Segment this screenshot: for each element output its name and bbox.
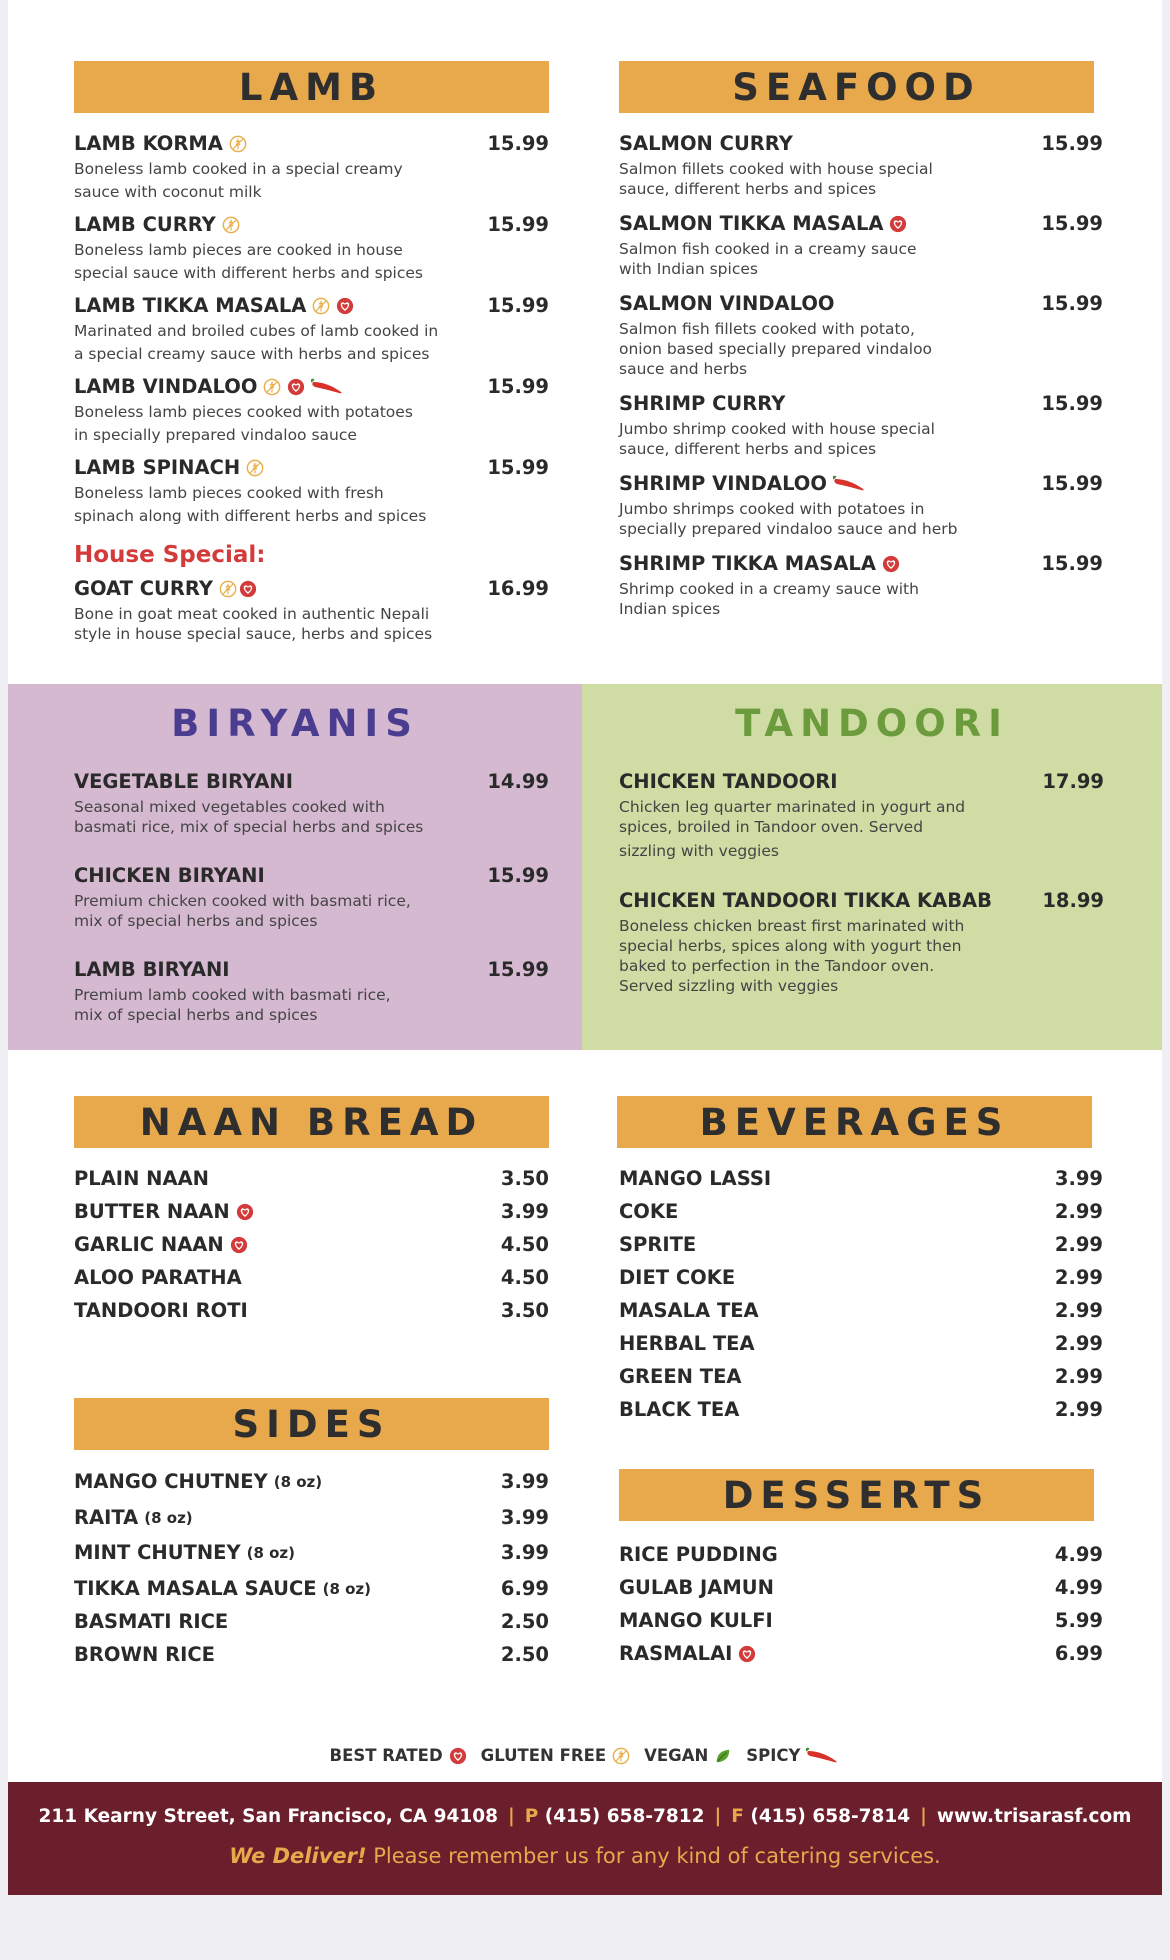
gluten-free-icon <box>229 135 247 153</box>
best-rated-icon <box>239 580 257 598</box>
we-deliver: We Deliver! <box>229 1844 367 1868</box>
sides-header <box>74 1398 549 1450</box>
item-price: 3.50 <box>500 1167 549 1190</box>
item-price: 15.99 <box>1041 472 1103 495</box>
item-price: 3.99 <box>1054 1167 1103 1190</box>
item-size: (8 oz) <box>144 1508 193 1527</box>
item-name: LAMB VINDALOO <box>74 375 258 398</box>
lamb-header <box>74 61 549 113</box>
item-price: 3.99 <box>500 1506 549 1529</box>
gluten-free-icon <box>312 297 330 315</box>
item-price: 16.99 <box>487 577 549 600</box>
item-size: (8 oz) <box>246 1543 296 1562</box>
item-price: 15.99 <box>487 864 549 887</box>
item-name: TIKKA MASALA SAUCE <box>74 1577 317 1600</box>
house-special-heading: House Special: <box>74 542 266 568</box>
item-price: 17.99 <box>1042 770 1104 793</box>
seafood-title: SEAFOOD <box>732 65 981 109</box>
item-description: Seasonal mixed vegetables cooked with basmati rice, mix of special herbs and spices <box>74 798 424 836</box>
contact-line: 211 Kearny Street, San Francisco, CA 94108 | P (415) 658-7812 | F (415) 658-7814 | www.trisarasf.com <box>38 1806 1132 1827</box>
item-name: BLACK TEA <box>619 1398 740 1421</box>
gluten-free-icon <box>263 378 281 396</box>
item-price: 15.99 <box>1041 392 1103 415</box>
item-name: SHRIMP TIKKA MASALA <box>619 552 876 575</box>
website-link[interactable]: www.trisarasf.com <box>936 1806 1132 1827</box>
best-rated-icon <box>230 1236 248 1254</box>
spicy-icon <box>311 378 345 396</box>
catering-note: Please remember us for any kind of catering services. <box>373 1844 941 1868</box>
legend-best-rated: BEST RATED <box>329 1746 443 1765</box>
item-name: MANGO LASSI <box>619 1167 772 1190</box>
beverages-title: BEVERAGES <box>699 1100 1010 1144</box>
gluten-free-icon <box>612 1747 630 1765</box>
item-name: MANGO KULFI <box>619 1609 773 1632</box>
tandoori-section <box>582 684 1162 1050</box>
item-name: GREEN TEA <box>619 1365 742 1388</box>
best-rated-icon <box>287 378 305 396</box>
footer <box>8 1782 1162 1895</box>
item-price: 2.99 <box>1054 1233 1103 1256</box>
item-price: 2.99 <box>1054 1398 1103 1421</box>
item-price: 2.50 <box>500 1610 549 1633</box>
item-description: Bone in goat meat cooked in authentic Nepali style in house special sauce, herbs and spices <box>74 605 433 643</box>
item-name: LAMB KORMA <box>74 132 223 155</box>
item-price: 15.99 <box>487 958 549 981</box>
item-name: HERBAL TEA <box>619 1332 755 1355</box>
item-price: 18.99 <box>1042 889 1104 912</box>
item-description: Premium chicken cooked with basmati rice, mix of special herbs and spices <box>74 892 411 930</box>
item-price: 15.99 <box>1041 292 1103 315</box>
legend-vegan: VEGAN <box>644 1746 709 1765</box>
item-name: SPRITE <box>619 1233 697 1256</box>
item-name: SHRIMP VINDALOO <box>619 472 827 495</box>
item-price: 15.99 <box>487 132 549 155</box>
item-name: SALMON CURRY <box>619 132 793 155</box>
item-name: MINT CHUTNEY <box>74 1541 241 1564</box>
spicy-icon <box>806 1747 840 1765</box>
item-price: 15.99 <box>1041 212 1103 235</box>
desserts-header <box>619 1469 1094 1521</box>
best-rated-icon <box>738 1645 756 1663</box>
naan-header <box>74 1096 549 1148</box>
item-description: Shrimp cooked in a creamy sauce with Indian spices <box>619 580 919 618</box>
item-description: Boneless lamb pieces are cooked in house special sauce with different herbs and spices <box>74 241 423 282</box>
item-price: 4.50 <box>500 1266 549 1289</box>
item-name: TANDOORI ROTI <box>74 1299 248 1322</box>
item-name: BASMATI RICE <box>74 1610 229 1633</box>
item-price: 3.99 <box>500 1470 549 1493</box>
item-price: 6.99 <box>1054 1642 1103 1665</box>
tandoori-title: TANDOORI <box>735 702 1009 745</box>
item-name: MASALA TEA <box>619 1299 759 1322</box>
item-name: VEGETABLE BIRYANI <box>74 770 294 793</box>
item-description: Boneless lamb pieces cooked with potatoes in specially prepared vindaloo sauce <box>74 403 413 444</box>
item-name: ALOO PARATHA <box>74 1266 242 1289</box>
item-name: DIET COKE <box>619 1266 736 1289</box>
item-name: RASMALAI <box>619 1642 733 1665</box>
seafood-section <box>619 132 1103 632</box>
fax-number: (415) 658-7814 <box>750 1806 911 1827</box>
item-price: 5.99 <box>1054 1609 1103 1632</box>
lamb-title: LAMB <box>238 65 385 109</box>
item-price: 4.99 <box>1054 1543 1103 1566</box>
item-description: Marinated and broiled cubes of lamb cooked in a special creamy sauce with herbs and spices <box>74 322 439 363</box>
beverages-header <box>617 1096 1092 1148</box>
item-description: Jumbo shrimps cooked with potatoes in specially prepared vindaloo sauce and herb <box>619 500 958 538</box>
item-name: LAMB BIRYANI <box>74 958 230 981</box>
biryanis-section <box>8 684 582 1050</box>
item-price: 6.99 <box>500 1577 549 1600</box>
item-name: LAMB TIKKA MASALA <box>74 294 307 317</box>
best-rated-icon <box>889 215 907 233</box>
item-name: COKE <box>619 1200 679 1223</box>
item-description: Chicken leg quarter marinated in yogurt and spices, broiled in Tandoor oven. Served sizzling with veggies <box>619 798 966 860</box>
gluten-free-icon <box>246 459 264 477</box>
desserts-title: DESSERTS <box>722 1473 991 1517</box>
item-name: GULAB JAMUN <box>619 1576 774 1599</box>
item-price: 3.99 <box>500 1200 549 1223</box>
item-price: 2.99 <box>1054 1200 1103 1223</box>
item-price: 2.99 <box>1054 1266 1103 1289</box>
item-name: LAMB SPINACH <box>74 456 241 479</box>
item-name: SALMON TIKKA MASALA <box>619 212 884 235</box>
item-name: CHICKEN TANDOORI TIKKA KABAB <box>619 889 993 912</box>
item-description: Salmon fish fillets cooked with potato, onion based specially prepared vindaloo sauce and herbs <box>619 320 933 378</box>
item-price: 3.50 <box>500 1299 549 1322</box>
lamb-section <box>74 132 549 652</box>
item-name: SHRIMP CURRY <box>619 392 786 415</box>
item-description: Premium lamb cooked with basmati rice, mix of special herbs and spices <box>74 986 391 1024</box>
item-name: PLAIN NAAN <box>74 1167 209 1190</box>
delivery-line <box>8 1844 1162 1868</box>
item-name: CHICKEN TANDOORI <box>619 770 838 793</box>
item-price: 4.50 <box>500 1233 549 1256</box>
best-rated-icon <box>336 297 354 315</box>
item-description: Boneless lamb pieces cooked with fresh spinach along with different herbs and spices <box>74 484 427 525</box>
naan-title: NAAN BREAD <box>139 1100 484 1144</box>
item-price: 15.99 <box>1041 552 1103 575</box>
item-description: Boneless chicken breast first marinated with special herbs, spices along with yogurt then baked to perfection in the Tandoor oven. Served sizzling with veggies <box>619 917 965 995</box>
naan-section <box>74 1167 549 1322</box>
item-price: 4.99 <box>1054 1576 1103 1599</box>
best-rated-icon <box>882 555 900 573</box>
item-price: 2.99 <box>1054 1365 1103 1388</box>
item-price: 2.99 <box>1054 1299 1103 1322</box>
vegan-leaf-icon <box>714 1747 732 1765</box>
legend-spicy: SPICY <box>746 1746 801 1765</box>
gluten-free-icon <box>219 580 237 598</box>
item-price: 14.99 <box>487 770 549 793</box>
item-name: GOAT CURRY <box>74 577 213 600</box>
desserts-section <box>619 1543 1103 1673</box>
item-price: 2.99 <box>1054 1332 1103 1355</box>
item-size: (8 oz) <box>273 1472 323 1491</box>
biryanis-title: BIRYANIS <box>171 702 419 745</box>
item-price: 3.99 <box>500 1541 549 1564</box>
item-price: 15.99 <box>487 375 549 398</box>
item-name: RICE PUDDING <box>619 1543 778 1566</box>
item-name: RAITA <box>74 1506 139 1529</box>
item-name: BUTTER NAAN <box>74 1200 230 1223</box>
sides-section <box>74 1470 549 1670</box>
item-name: SALMON VINDALOO <box>619 292 835 315</box>
item-description: Boneless lamb cooked in a special creamy sauce with coconut milk <box>74 160 403 201</box>
item-name: BROWN RICE <box>74 1643 215 1666</box>
item-price: 15.99 <box>487 213 549 236</box>
beverages-section <box>619 1167 1103 1427</box>
gluten-free-icon <box>222 216 240 234</box>
address: 211 Kearny Street, San Francisco, CA 94108 <box>38 1806 498 1827</box>
item-price: 15.99 <box>1041 132 1103 155</box>
item-price: 2.50 <box>500 1643 549 1666</box>
best-rated-icon <box>449 1747 467 1765</box>
item-description: Salmon fillets cooked with house special sauce, different herbs and spices <box>619 160 933 198</box>
phone-number[interactable]: (415) 658-7812 <box>544 1806 705 1827</box>
item-size: (8 oz) <box>322 1579 372 1598</box>
item-description: Salmon fish cooked in a creamy sauce with Indian spices <box>619 240 917 278</box>
item-name: CHICKEN BIRYANI <box>74 864 265 887</box>
item-name: LAMB CURRY <box>74 213 216 236</box>
spicy-icon <box>833 475 867 493</box>
item-name: MANGO CHUTNEY <box>74 1470 268 1493</box>
menu-page <box>8 0 1162 1895</box>
item-price: 15.99 <box>487 456 549 479</box>
best-rated-icon <box>236 1203 254 1221</box>
sides-title: SIDES <box>232 1402 391 1446</box>
legend-gluten-free: GLUTEN FREE <box>480 1746 607 1765</box>
item-description: Jumbo shrimp cooked with house special sauce, different herbs and spices <box>619 420 935 458</box>
item-name: GARLIC NAAN <box>74 1233 224 1256</box>
seafood-header <box>619 61 1094 113</box>
item-price: 15.99 <box>487 294 549 317</box>
icon-legend <box>8 1746 1162 1765</box>
